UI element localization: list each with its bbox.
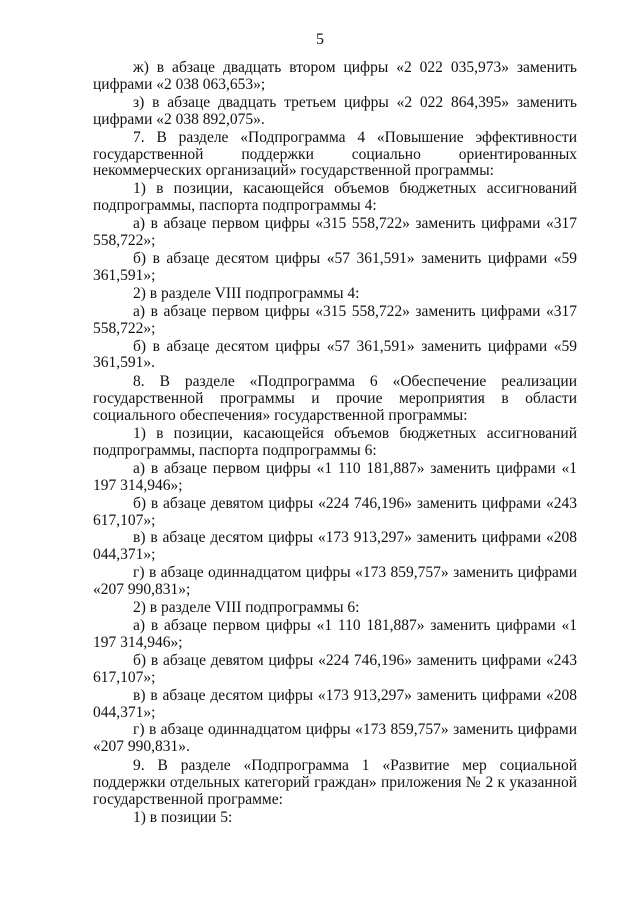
paragraph-8-1-a: а) в абзаце первом цифры «1 110 181,887» заменить цифрами «1 197 314,946»; <box>93 459 577 494</box>
paragraph-9-item-1: 1) в позиции 5: <box>133 808 233 826</box>
paragraph-8-2-a: а) в абзаце первом цифры «1 110 181,887» заменить цифрами «1 197 314,946»; <box>93 617 577 651</box>
paragraph-7-1-a: а) в абзаце первом цифры «315 558,722» заменить цифрами «317 558,722»; <box>93 215 577 250</box>
paragraph-z-abzats-23: з) в абзаце двадцать третьем цифры «2 022 864,395» заменить цифрами «2 038 892,075». <box>93 93 577 128</box>
paragraph-8-2-v: в) в абзаце десятом цифры «173 913,297» заменить цифрами «208 044,371»; <box>93 686 577 721</box>
paragraph-8-2-b: б) в абзаце девятом цифры «224 746,196» заменить цифрами «243 617,107»; <box>93 651 577 686</box>
paragraph-8-1-g: г) в абзаце одиннадцатом цифры «173 859,757» заменить цифрами «207 990,831»; <box>93 564 577 599</box>
paragraph-7-item-2: 2) в разделе VIII подпрограммы 4: <box>133 284 360 302</box>
paragraph-8-item-2: 2) в разделе VIII подпрограммы 6: <box>133 599 360 617</box>
page-number: 5 <box>316 31 324 48</box>
paragraph-section-7-heading: 7. В разделе «Подпрограмма 4 «Повышение эффективности государственной поддержки социально ориентированных некоммерческих организаций» государственной программы: <box>93 128 577 180</box>
paragraph-8-2-g: г) в абзаце одиннадцатом цифры «173 859,757» заменить цифрами «207 990,831». <box>93 721 577 756</box>
paragraph-8-item-1: 1) в позиции, касающейся объемов бюджетных ассигнований подпрограммы, паспорта подпрограммы 6: <box>93 425 577 459</box>
paragraph-section-9-heading: 9. В разделе «Подпрограмма 1 «Развитие мер социальной поддержки отдельных категорий граждан» приложения № 2 к указанной государственной программе: <box>93 757 577 809</box>
document-body <box>93 60 577 827</box>
paragraph-section-8-heading: 8. В разделе «Подпрограмма 6 «Обеспечение реализации государственной программы и прочие мероприятия в области социального обеспечения» государственной программы: <box>93 373 577 425</box>
paragraph-8-1-b: б) в абзаце девятом цифры «224 746,196» заменить цифрами «243 617,107»; <box>93 494 577 529</box>
paragraph-8-1-v: в) в абзаце десятом цифры «173 913,297» заменить цифрами «208 044,371»; <box>93 529 577 564</box>
paragraph-7-1-b: б) в абзаце десятом цифры «57 361,591» заменить цифрами «59 361,591»; <box>93 249 577 284</box>
paragraph-7-2-b: б) в абзаце десятом цифры «57 361,591» заменить цифрами «59 361,591». <box>93 337 577 372</box>
paragraph-7-2-a: а) в абзаце первом цифры «315 558,722» заменить цифрами «317 558,722»; <box>93 302 577 337</box>
paragraph-zh-abzats-22: ж) в абзаце двадцать втором цифры «2 022 035,973» заменить цифрами «2 038 063,653»; <box>93 59 577 93</box>
paragraph-7-item-1: 1) в позиции, касающейся объемов бюджетных ассигнований подпрограммы, паспорта подпрограммы 4: <box>93 180 577 215</box>
